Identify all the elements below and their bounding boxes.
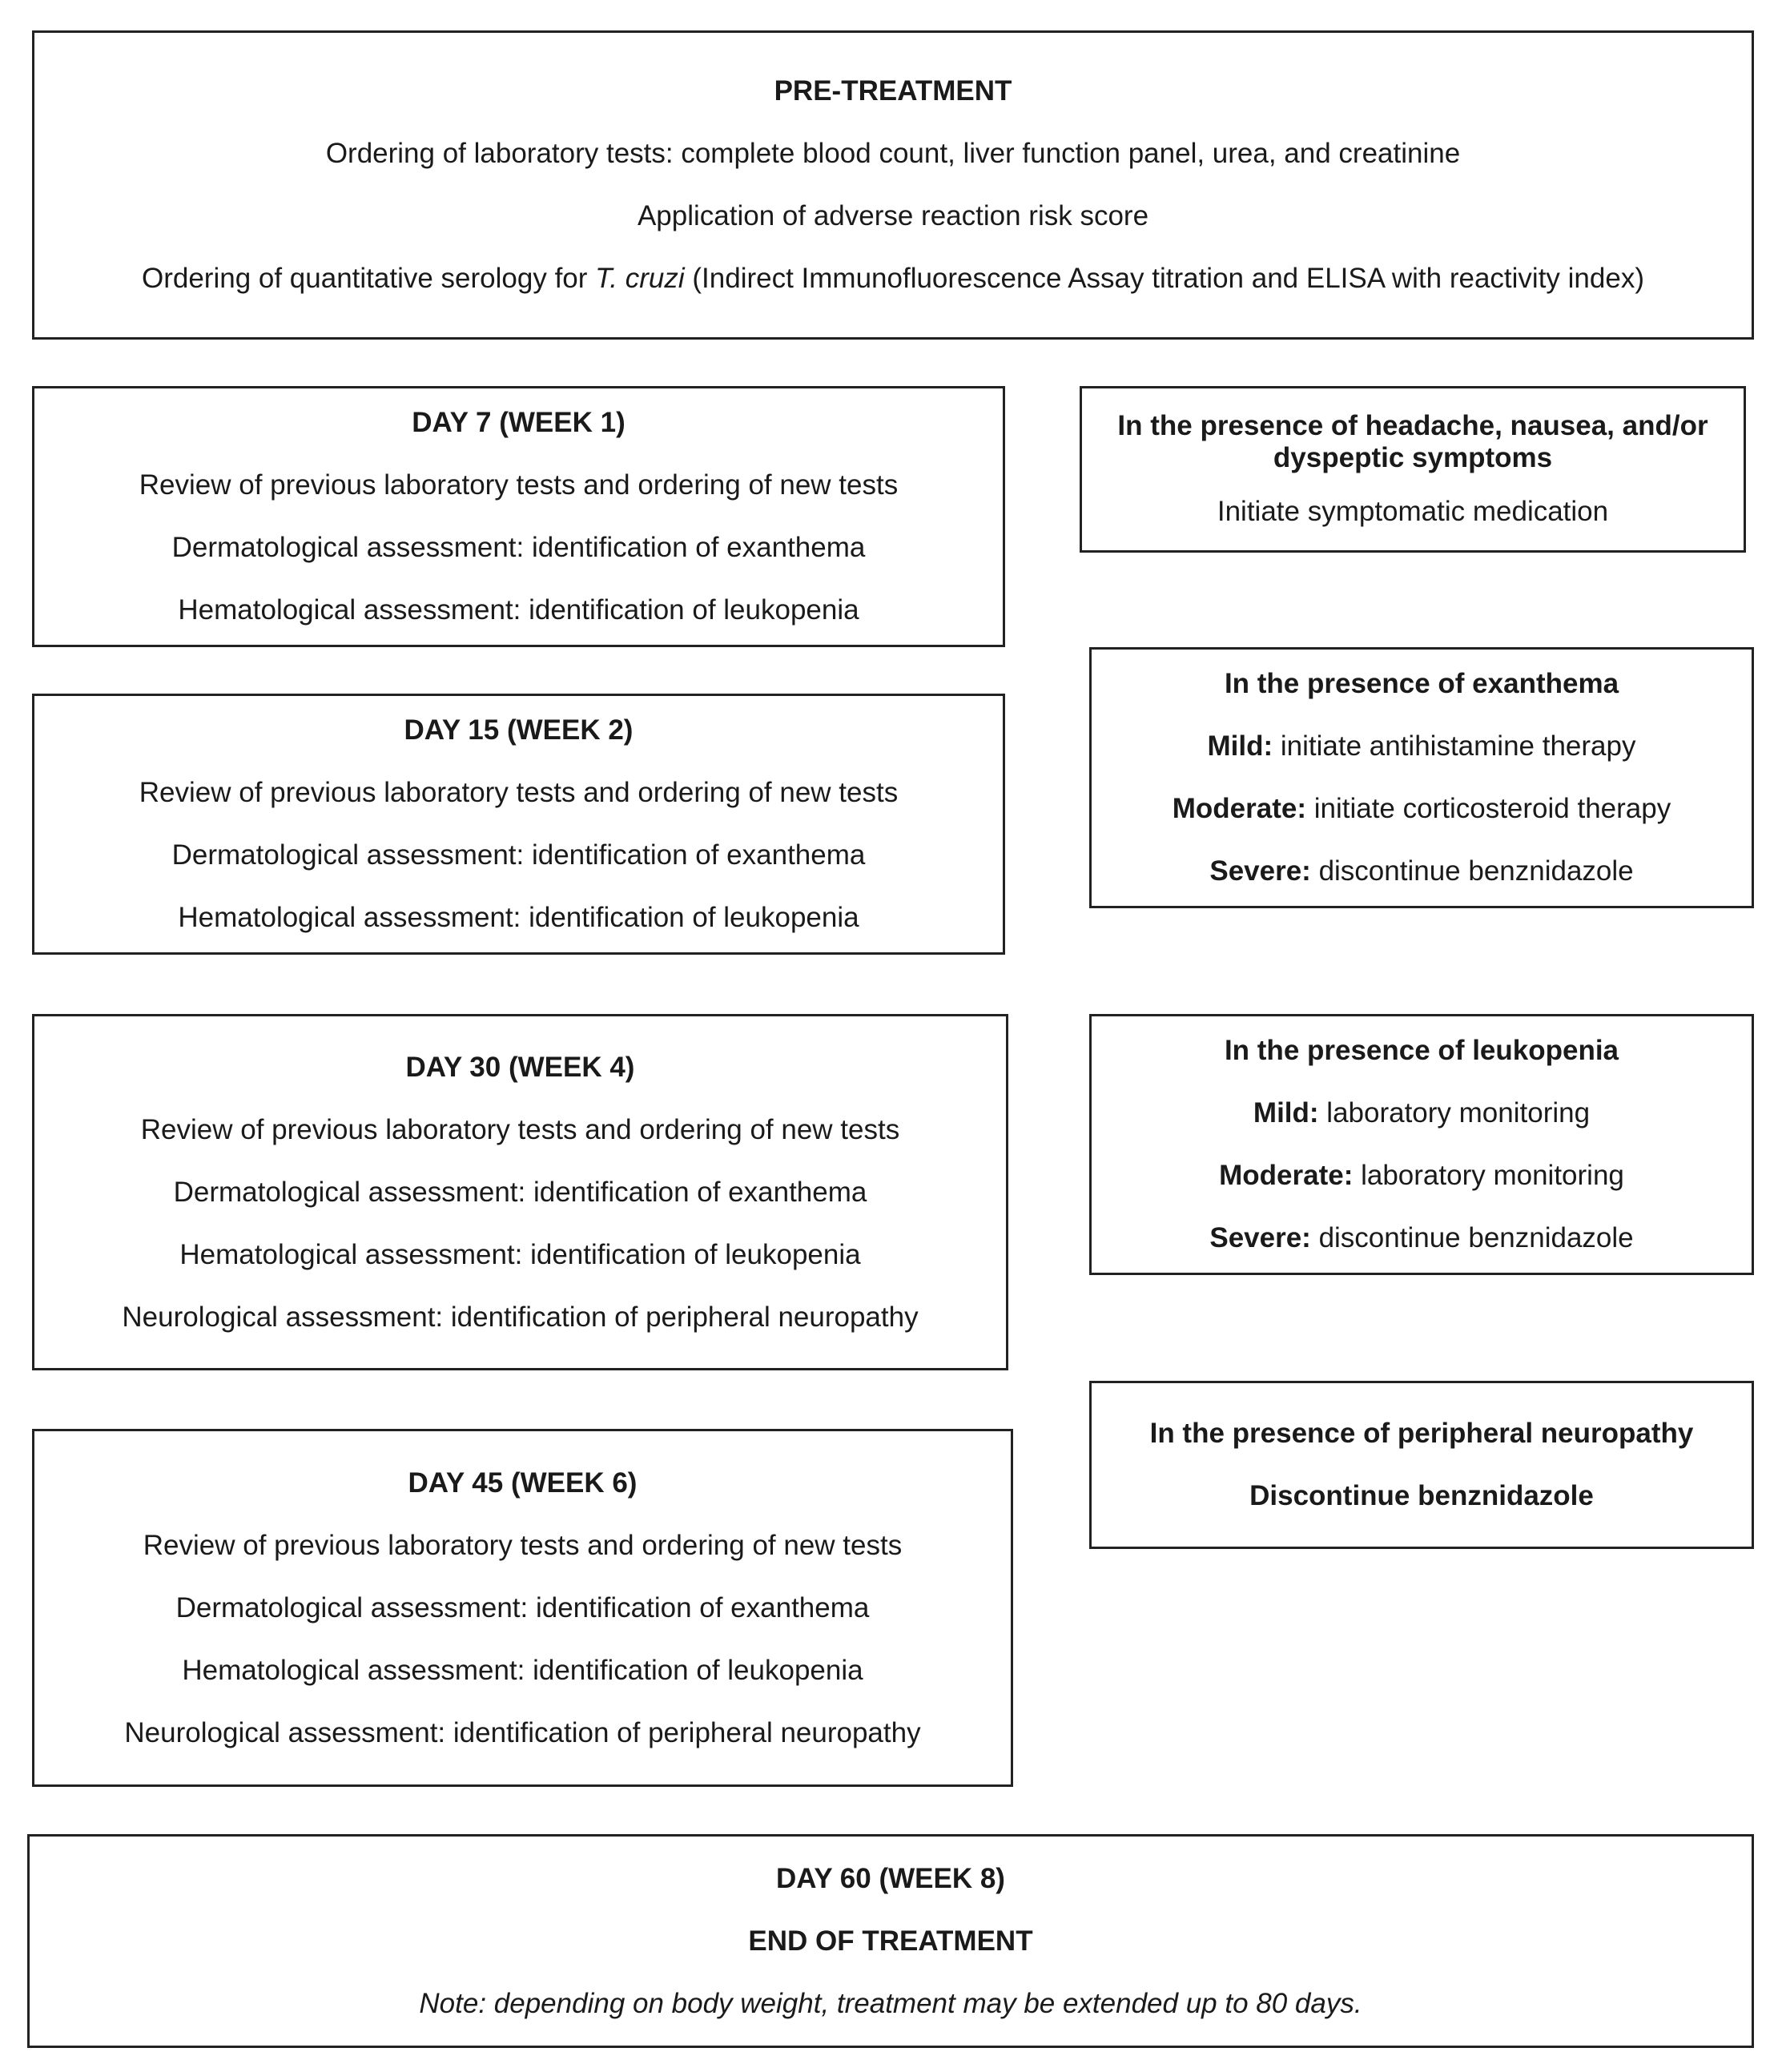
exanthema-mild-label: Mild: bbox=[1207, 730, 1273, 762]
pre-treatment-box bbox=[32, 30, 1754, 340]
headache-title: In the presence of headache, nausea, and/or dyspeptic symptoms bbox=[1117, 410, 1708, 473]
neuropathy-action: Discontinue benznidazole bbox=[1249, 1480, 1594, 1511]
day45-title: DAY 45 (WEEK 6) bbox=[408, 1466, 638, 1499]
day15-box bbox=[32, 694, 1005, 955]
leukopenia-severe-text: discontinue benznidazole bbox=[1310, 1222, 1634, 1253]
day15-item-review: Review of previous laboratory tests and ordering of new tests bbox=[139, 777, 899, 808]
serology-text-after: (Indirect Immunofluorescence Assay titration and ELISA with reactivity index) bbox=[684, 263, 1644, 294]
day30-item-neurological: Neurological assessment: identification of peripheral neuropathy bbox=[122, 1301, 919, 1333]
day45-item-neurological: Neurological assessment: identification of peripheral neuropathy bbox=[124, 1716, 921, 1748]
day45-item-dermatological: Dermatological assessment: identification of exanthema bbox=[175, 1591, 870, 1623]
leukopenia-severe-label: Severe: bbox=[1209, 1222, 1311, 1253]
day30-title: DAY 30 (WEEK 4) bbox=[405, 1051, 635, 1083]
exanthema-mild-text: initiate antihistamine therapy bbox=[1273, 730, 1636, 762]
neuropathy-title: In the presence of peripheral neuropathy bbox=[1149, 1418, 1694, 1449]
day7-box bbox=[32, 386, 1005, 647]
headache-action: Initiate symptomatic medication bbox=[1217, 496, 1609, 527]
leukopenia-box bbox=[1089, 1014, 1754, 1275]
day7-item-review: Review of previous laboratory tests and ordering of new tests bbox=[139, 469, 899, 501]
pre-treatment-serology bbox=[142, 262, 1644, 296]
pre-treatment-risk-score: Application of adverse reaction risk score bbox=[637, 200, 1149, 231]
treatment-extension-note: Note: depending on body weight, treatment may be extended up to 80 days. bbox=[419, 1987, 1362, 2019]
leukopenia-title: In the presence of leukopenia bbox=[1224, 1035, 1619, 1066]
day45-item-review: Review of previous laboratory tests and ordering of new tests bbox=[143, 1529, 903, 1561]
leukopenia-moderate-label: Moderate: bbox=[1219, 1160, 1354, 1191]
exanthema-moderate bbox=[1173, 792, 1671, 826]
day15-title: DAY 15 (WEEK 2) bbox=[404, 714, 634, 746]
day60-title: DAY 60 (WEEK 8) bbox=[776, 1862, 1005, 1894]
day30-box bbox=[32, 1014, 1008, 1370]
day45-item-hematological: Hematological assessment: identification of leukopenia bbox=[182, 1654, 863, 1686]
leukopenia-mild bbox=[1253, 1096, 1590, 1130]
pre-treatment-lab-tests: Ordering of laboratory tests: complete blood count, liver function panel, urea, and creatinine bbox=[325, 138, 1461, 169]
serology-text-before: Ordering of quantitative serology for bbox=[142, 263, 596, 294]
leukopenia-mild-label: Mild: bbox=[1253, 1097, 1319, 1129]
exanthema-moderate-label: Moderate: bbox=[1172, 793, 1306, 824]
exanthema-severe-label: Severe: bbox=[1209, 855, 1311, 887]
headache-box bbox=[1080, 386, 1746, 553]
pre-treatment-title: PRE-TREATMENT bbox=[774, 75, 1012, 107]
exanthema-severe bbox=[1209, 855, 1633, 888]
day7-item-dermatological: Dermatological assessment: identification of exanthema bbox=[171, 532, 866, 563]
day7-title: DAY 7 (WEEK 1) bbox=[412, 407, 626, 438]
exanthema-box bbox=[1089, 647, 1754, 908]
leukopenia-moderate bbox=[1219, 1159, 1624, 1193]
exanthema-moderate-text: initiate corticosteroid therapy bbox=[1306, 793, 1671, 824]
day30-item-hematological: Hematological assessment: identification of leukopenia bbox=[179, 1238, 861, 1270]
exanthema-mild bbox=[1208, 730, 1636, 763]
day30-item-review: Review of previous laboratory tests and ordering of new tests bbox=[140, 1113, 900, 1145]
leukopenia-severe bbox=[1209, 1221, 1633, 1255]
end-of-treatment-label: END OF TREATMENT bbox=[748, 1925, 1033, 1957]
day15-item-hematological: Hematological assessment: identification of leukopenia bbox=[178, 902, 859, 933]
exanthema-severe-text: discontinue benznidazole bbox=[1310, 855, 1634, 887]
leukopenia-mild-text: laboratory monitoring bbox=[1318, 1097, 1591, 1129]
day15-item-dermatological: Dermatological assessment: identification of exanthema bbox=[171, 839, 866, 871]
day45-box bbox=[32, 1429, 1013, 1787]
day30-item-dermatological: Dermatological assessment: identification of exanthema bbox=[173, 1176, 867, 1208]
neuropathy-box bbox=[1089, 1381, 1754, 1549]
day60-box bbox=[27, 1834, 1754, 2048]
leukopenia-moderate-text: laboratory monitoring bbox=[1353, 1160, 1624, 1191]
serology-organism: T. cruzi bbox=[595, 263, 685, 294]
exanthema-title: In the presence of exanthema bbox=[1224, 668, 1619, 699]
day7-item-hematological: Hematological assessment: identification of leukopenia bbox=[178, 594, 859, 626]
